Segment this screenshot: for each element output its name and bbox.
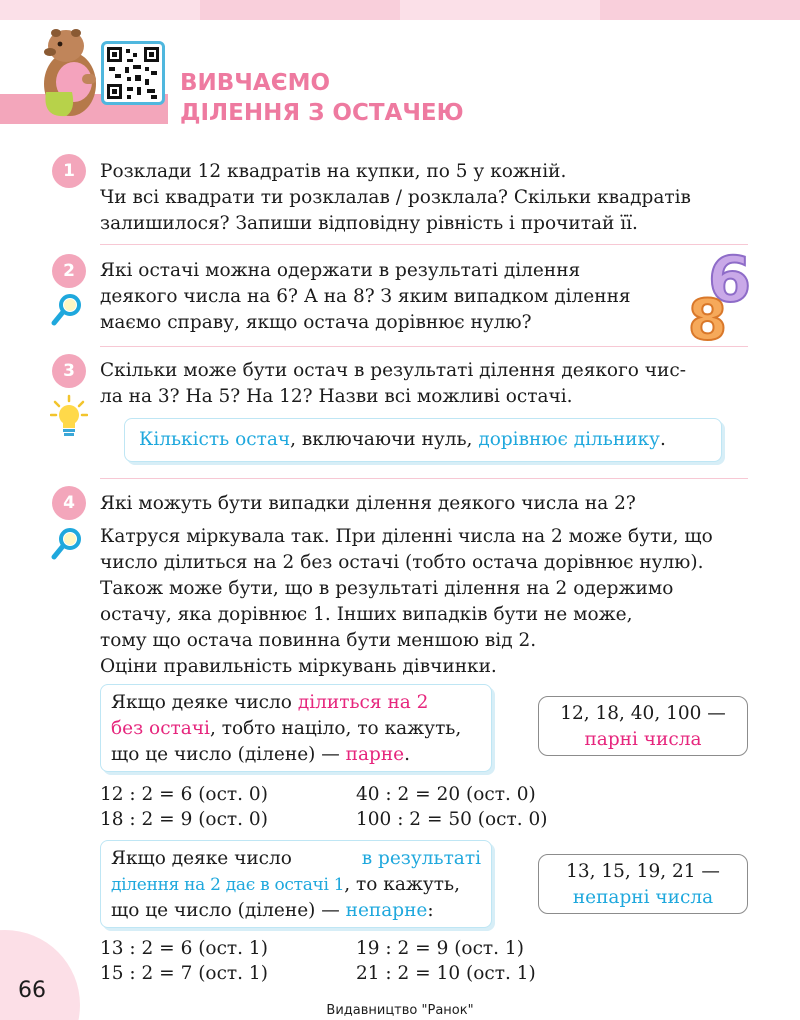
task-2-line-1: Які остачі можна одержати в результаті ділення xyxy=(100,260,581,281)
digit-6-icon: 6 xyxy=(708,246,752,316)
task-1-line-1: Розклади 12 квадратів на купки, по 5 у кожній. xyxy=(100,161,567,182)
odd-examples-box xyxy=(538,854,748,914)
task-2-number: 2 xyxy=(52,254,86,288)
task-4-line-2: число ділиться на 2 без остачі (тобто остача дорівнює нулю). xyxy=(100,552,704,573)
task-1-line-3: залишилося? Запиши відповідну рівність і прочитай її. xyxy=(100,213,638,234)
even-rule-line-3 xyxy=(111,742,481,768)
task-4-line-1: Катруся міркувала так. При діленні числа на 2 може бути, що xyxy=(100,526,713,547)
rule-period: . xyxy=(659,429,666,450)
page-number: 66 xyxy=(18,978,46,1003)
task-2-line-2: деякого числа на 6? А на 8? З яким випадком ділення xyxy=(100,286,631,307)
odd-rule-line-1 xyxy=(111,846,481,872)
even-rule-line-2 xyxy=(111,716,481,742)
lightbulb-icon xyxy=(50,394,88,440)
section-title xyxy=(180,68,464,128)
even-rule-period: . xyxy=(404,744,410,765)
rule-highlight-count: Кількість остач xyxy=(139,429,291,450)
strip-segment xyxy=(200,0,400,20)
task-3-line-2: ла на 3? На 5? На 12? Назви всі можливі остачі. xyxy=(100,386,573,407)
even-rule-text: , тобто націло, то кажуть, xyxy=(209,718,462,739)
qr-code-icon[interactable] xyxy=(101,41,165,105)
even-rule-text: що це число (ділене) — xyxy=(111,744,346,765)
qr-pattern xyxy=(107,47,159,99)
odd-rule-text: Якщо деяке число xyxy=(111,848,292,869)
even-rule-text: Якщо деяке число xyxy=(111,692,298,713)
odd-term: непарне xyxy=(345,900,428,921)
equation: 19 : 2 = 9 (ост. 1) xyxy=(356,938,524,959)
task-3-line-1: Скільки може бути остач в результаті ділення деякого чис- xyxy=(100,360,686,381)
task-4-line-6: Оціни правильність міркувань дівчинки. xyxy=(100,656,497,677)
equation: 18 : 2 = 9 (ост. 0) xyxy=(100,809,268,830)
strip-segment xyxy=(600,0,800,20)
even-rule-highlight: без остачі xyxy=(111,718,210,739)
even-examples-numbers: 12, 18, 40, 100 — xyxy=(560,703,726,724)
equation: 21 : 2 = 10 (ост. 1) xyxy=(356,963,536,984)
equation: 12 : 2 = 6 (ост. 0) xyxy=(100,784,268,805)
strip-segment xyxy=(0,0,200,20)
divider xyxy=(100,244,748,245)
task-4-number: 4 xyxy=(52,486,86,520)
equation: 40 : 2 = 20 (ост. 0) xyxy=(356,784,536,805)
even-rule-highlight: ділиться на 2 xyxy=(297,692,429,713)
strip-segment xyxy=(400,0,600,20)
odd-rule-text: що це число (ділене) — xyxy=(111,900,346,921)
divider xyxy=(100,346,748,347)
magnifier-icon xyxy=(50,292,84,328)
odd-examples-numbers: 13, 15, 19, 21 — xyxy=(566,861,720,882)
remainder-rule-box xyxy=(124,418,722,462)
odd-rule-colon: : xyxy=(427,900,434,921)
task-4-line-3: Також може бути, що в результаті ділення на 2 одержимо xyxy=(100,578,674,599)
task-4-line-5: тому що остача повинна бути меншою від 2. xyxy=(100,630,537,651)
digit-8-icon: 8 xyxy=(688,288,727,342)
odd-number-rule-box xyxy=(100,840,492,928)
task-1-number: 1 xyxy=(52,154,86,188)
rule-highlight-divisor: дорівнює дільнику xyxy=(478,429,660,450)
even-examples-label: парні числа xyxy=(584,729,702,750)
even-number-rule-box xyxy=(100,684,492,772)
odd-rule-highlight: в результаті xyxy=(361,848,481,869)
odd-rule-line-2 xyxy=(111,872,481,898)
divider xyxy=(100,478,748,479)
task-4-question: Які можуть бути випадки ділення деякого числа на 2? xyxy=(100,493,636,514)
odd-rule-line-3 xyxy=(111,898,481,924)
even-examples-box xyxy=(538,696,748,756)
title-line-1: ВИВЧАЄМО xyxy=(180,70,331,96)
task-1-line-2: Чи всі квадрати ти розклалав / розклала? Скільки квадратів xyxy=(100,187,691,208)
top-color-strip xyxy=(0,0,800,20)
task-3-number: 3 xyxy=(52,354,86,388)
task-2-line-3: маємо справу, якщо остача дорівнює нулю? xyxy=(100,312,532,333)
even-term: парне xyxy=(345,744,405,765)
magnifier-icon xyxy=(50,526,84,562)
equation: 13 : 2 = 6 (ост. 1) xyxy=(100,938,268,959)
publisher-credit: Видавництво "Ранок" xyxy=(326,1003,474,1018)
odd-examples-label: непарні числа xyxy=(572,887,714,908)
capybara-mascot-icon xyxy=(36,22,106,120)
task-4-line-4: остачу, яка дорівнює 1. Інших випадків бути не може, xyxy=(100,604,633,625)
odd-rule-text: , то кажуть, xyxy=(344,874,460,895)
digits-6-8-icon xyxy=(688,246,762,342)
rule-text: , включаючи нуль, xyxy=(290,429,479,450)
even-rule-line-1 xyxy=(111,690,481,716)
odd-rule-highlight: ділення на 2 дає в остачі 1 xyxy=(111,875,345,895)
title-line-2: ДІЛЕННЯ З ОСТАЧЕЮ xyxy=(180,100,464,126)
equation: 100 : 2 = 50 (ост. 0) xyxy=(356,809,548,830)
equation: 15 : 2 = 7 (ост. 1) xyxy=(100,963,268,984)
